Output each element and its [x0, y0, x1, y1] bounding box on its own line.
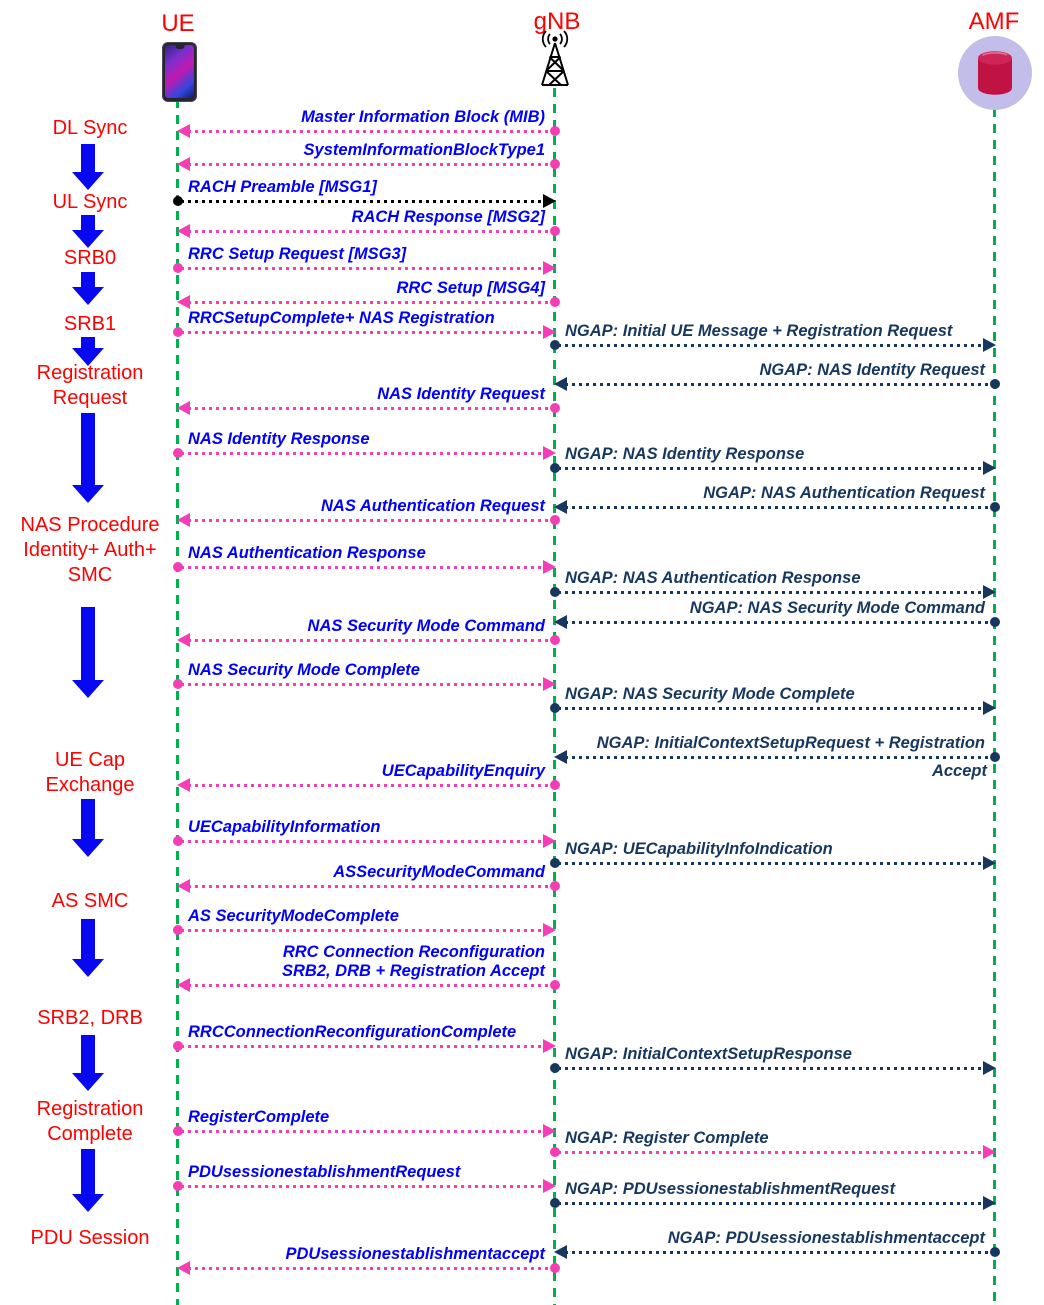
message-origin-dot: [550, 703, 560, 713]
message-line: [181, 163, 552, 166]
message-label: SystemInformationBlockType1: [303, 141, 545, 159]
message-origin-dot: [173, 1181, 183, 1191]
phase-label: SRB0: [63, 247, 117, 269]
phase-arrow-head: [72, 287, 104, 305]
smartphone-screen: [165, 45, 194, 98]
message-label: NGAP: InitialContextSetupResponse: [565, 1045, 852, 1063]
message-origin-dot: [990, 617, 1000, 627]
cell-tower-icon: [524, 29, 586, 89]
phase-arrow-shaft: [81, 272, 95, 288]
phase-label: Registration Complete: [36, 1098, 144, 1145]
phase-down-arrow: [72, 337, 104, 366]
message-origin-dot: [550, 1198, 560, 1208]
message-origin-dot: [173, 836, 183, 846]
message-label: NGAP: Initial UE Message + Registration Request: [565, 322, 953, 340]
message-line: [181, 1045, 552, 1048]
message-label: NGAP: PDUsessionestablishmentRequest: [565, 1180, 896, 1198]
message-label: NAS Identity Request: [377, 385, 545, 403]
message-line: [181, 331, 552, 334]
phase-arrow-shaft: [81, 1149, 95, 1195]
message-origin-dot: [990, 379, 1000, 389]
message-label: NGAP: NAS Identity Request: [759, 361, 985, 379]
message-line: [558, 383, 992, 386]
message-line: [181, 200, 552, 203]
smartphone-icon: [162, 42, 197, 102]
message-origin-dot: [173, 196, 183, 206]
message-line: [181, 1130, 552, 1133]
message-origin-dot: [550, 587, 560, 597]
phase-down-arrow: [72, 144, 104, 190]
message-label: RRC Connection Reconfiguration SRB2, DRB + Registration Accept: [282, 943, 545, 980]
message-line: [181, 683, 552, 686]
message-line: [558, 591, 992, 594]
message-origin-dot: [990, 752, 1000, 762]
message-origin-dot: [173, 1041, 183, 1051]
message-line: [181, 929, 552, 932]
message-origin-dot: [173, 562, 183, 572]
message-label: ASSecurityModeCommand: [333, 863, 545, 881]
phase-label: UE Cap Exchange: [45, 749, 135, 796]
message-label: RRC Setup [MSG4]: [396, 279, 545, 297]
message-origin-dot: [550, 297, 560, 307]
phase-down-arrow: [72, 215, 104, 248]
phase-arrow-head: [72, 485, 104, 503]
phase-down-arrow: [72, 1035, 104, 1091]
phase-label: NAS Procedure Identity+ Auth+ SMC: [20, 514, 160, 586]
message-line: [181, 519, 552, 522]
message-origin-dot: [550, 463, 560, 473]
message-label: RACH Response [MSG2]: [351, 208, 545, 226]
amf-halo: [958, 36, 1032, 110]
smartphone-notch: [175, 45, 184, 49]
message-label: RegisterComplete: [188, 1108, 330, 1126]
message-label: RRC Setup Request [MSG3]: [188, 245, 407, 263]
message-line: [558, 467, 992, 470]
message-label: NAS Security Mode Complete: [188, 661, 420, 679]
message-origin-dot: [550, 635, 560, 645]
phase-label: Registration Request: [36, 362, 144, 409]
phase-down-arrow: [72, 607, 104, 698]
phase-label: UL Sync: [52, 191, 128, 213]
message-label: NAS Authentication Request: [321, 497, 545, 515]
message-line: [558, 621, 992, 624]
message-label-below: Accept: [931, 762, 987, 780]
phase-arrow-head: [72, 172, 104, 190]
phase-arrow-head: [72, 230, 104, 248]
message-line: [181, 566, 552, 569]
message-line: [181, 885, 552, 888]
message-label: UECapabilityEnquiry: [381, 762, 545, 780]
actor-label-amf: AMF: [968, 8, 1020, 35]
phase-down-arrow: [72, 272, 104, 305]
message-label: Master Information Block (MIB): [301, 108, 545, 126]
phase-arrow-shaft: [81, 919, 95, 960]
message-line: [181, 130, 552, 133]
message-label: RRCSetupComplete+ NAS Registration: [188, 309, 495, 327]
message-origin-dot: [173, 327, 183, 337]
message-line: [181, 301, 552, 304]
message-origin-dot: [990, 1247, 1000, 1257]
phase-arrow-head: [72, 1194, 104, 1212]
message-label: PDUsessionestablishmentRequest: [188, 1163, 461, 1181]
message-label: NGAP: NAS Identity Response: [565, 445, 805, 463]
message-label: PDUsessionestablishmentaccept: [285, 1245, 545, 1263]
message-line: [558, 1151, 992, 1154]
phase-down-arrow: [72, 1149, 104, 1212]
phase-arrow-shaft: [81, 413, 95, 486]
message-line: [181, 1267, 552, 1270]
message-origin-dot: [550, 1263, 560, 1273]
phase-arrow-shaft: [81, 607, 95, 681]
database-icon: [976, 50, 1014, 97]
message-origin-dot: [550, 340, 560, 350]
message-origin-dot: [550, 1147, 560, 1157]
phase-label: SRB1: [63, 313, 117, 335]
phase-arrow-shaft: [81, 144, 95, 173]
phase-down-arrow: [72, 919, 104, 977]
actor-label-ue: UE: [161, 10, 195, 37]
phase-label: AS SMC: [51, 890, 129, 912]
message-line: [558, 862, 992, 865]
message-line: [558, 1251, 992, 1254]
message-origin-dot: [550, 403, 560, 413]
phase-label: DL Sync: [52, 117, 128, 139]
phase-label: SRB2, DRB: [37, 1007, 143, 1029]
message-line: [181, 407, 552, 410]
message-origin-dot: [990, 502, 1000, 512]
message-label: NGAP: NAS Security Mode Command: [689, 599, 985, 617]
message-label: NGAP: InitialContextSetupRequest + Registration: [596, 734, 985, 752]
message-label: NGAP: NAS Authentication Response: [565, 569, 861, 587]
message-label: AS SecurityModeComplete: [188, 907, 399, 925]
message-label: RRCConnectionReconfigurationComplete: [188, 1023, 517, 1041]
message-line: [558, 506, 992, 509]
message-origin-dot: [550, 159, 560, 169]
message-line: [181, 452, 552, 455]
message-origin-dot: [550, 780, 560, 790]
phase-arrow-head: [72, 348, 104, 366]
message-origin-dot: [173, 1126, 183, 1136]
message-line: [558, 344, 992, 347]
message-origin-dot: [173, 925, 183, 935]
message-line: [558, 756, 992, 759]
message-origin-dot: [173, 448, 183, 458]
phase-down-arrow: [72, 413, 104, 503]
message-line: [181, 840, 552, 843]
message-origin-dot: [550, 515, 560, 525]
message-origin-dot: [173, 263, 183, 273]
message-origin-dot: [550, 1063, 560, 1073]
message-label: NGAP: NAS Security Mode Complete: [565, 685, 855, 703]
message-line: [181, 230, 552, 233]
message-label: UECapabilityInformation: [188, 818, 381, 836]
message-line: [181, 784, 552, 787]
message-origin-dot: [550, 126, 560, 136]
message-line: [181, 267, 552, 270]
message-label: NGAP: NAS Authentication Request: [703, 484, 985, 502]
phase-label: PDU Session: [30, 1227, 150, 1249]
message-label: NAS Identity Response: [188, 430, 370, 448]
message-label: RACH Preamble [MSG1]: [188, 178, 377, 196]
phase-arrow-head: [72, 1073, 104, 1091]
message-origin-dot: [550, 226, 560, 236]
phase-arrow-head: [72, 959, 104, 977]
message-label: NGAP: UECapabilityInfoIndication: [565, 840, 833, 858]
message-label: NAS Authentication Response: [188, 544, 426, 562]
message-line: [181, 1185, 552, 1188]
actor-label-gnb: gNB: [533, 8, 581, 35]
phase-arrow-shaft: [81, 799, 95, 840]
message-label: NAS Security Mode Command: [307, 617, 545, 635]
message-line: [558, 1067, 992, 1070]
message-line: [558, 707, 992, 710]
message-origin-dot: [173, 679, 183, 689]
phase-arrow-head: [72, 839, 104, 857]
message-line: [181, 639, 552, 642]
message-line: [181, 984, 552, 987]
message-label: NGAP: PDUsessionestablishmentaccept: [667, 1229, 985, 1247]
message-origin-dot: [550, 858, 560, 868]
message-origin-dot: [550, 881, 560, 891]
phase-arrow-head: [72, 680, 104, 698]
message-label: NGAP: Register Complete: [565, 1129, 769, 1147]
phase-arrow-shaft: [81, 1035, 95, 1074]
phase-down-arrow: [72, 799, 104, 857]
message-origin-dot: [550, 980, 560, 990]
phase-arrow-shaft: [81, 215, 95, 231]
message-line: [558, 1202, 992, 1205]
ue-lifeline: [176, 99, 179, 1305]
